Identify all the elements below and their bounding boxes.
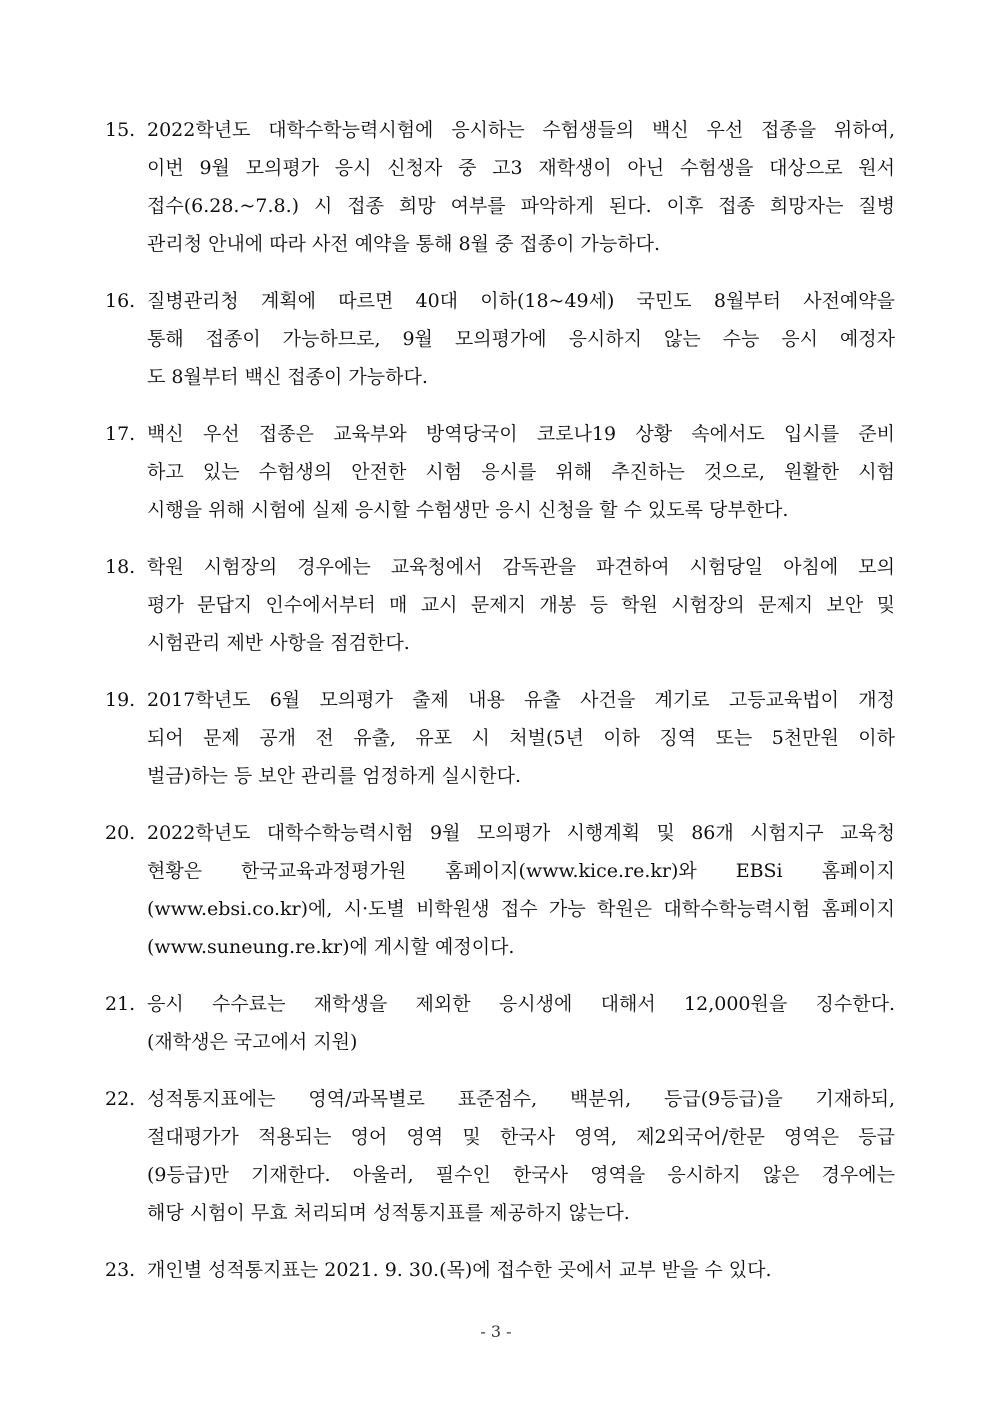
- text-line: 학원 시험장의 경우에는 교육청에서 감독관을 파견하여 시험당일 아침에 모의: [147, 556, 895, 578]
- paragraph-number: 21.: [105, 993, 136, 1015]
- text-line: 백신 우선 접종은 교육부와 방역당국이 코로나19 상황 속에서도 입시를 준비: [147, 423, 895, 445]
- paragraph-text: [147, 548, 895, 662]
- numbered-paragraph: [105, 282, 895, 396]
- text-line: 이번 9월 모의평가 응시 신청자 중 고3 재학생이 아닌 수험생을 대상으로 원서: [147, 157, 895, 179]
- text-line: 개인별 성적통지표는 2021. 9. 30.(목)에 접수한 곳에서 교부 받을 수 있다.: [147, 1259, 772, 1281]
- paragraph-number: 17.: [105, 423, 136, 445]
- document-body: [105, 111, 895, 1308]
- text-line: 응시 수수료는 재학생을 제외한 응시생에 대해서 12,000원을 징수한다.: [147, 993, 895, 1015]
- paragraph-text: [147, 985, 895, 1061]
- text-line: 도 8월부터 백신 접종이 가능하다.: [147, 366, 428, 388]
- paragraph-text: [147, 1080, 895, 1232]
- numbered-paragraph: [105, 681, 895, 795]
- paragraph-text: [147, 681, 895, 795]
- text-line: 해당 시험이 무효 처리되며 성적통지표를 제공하지 않는다.: [147, 1202, 630, 1224]
- paragraph-number: 18.: [105, 556, 136, 578]
- paragraph-text: [147, 111, 895, 263]
- numbered-paragraph: [105, 1251, 895, 1289]
- numbered-paragraph: [105, 548, 895, 662]
- text-line: (재학생은 국고에서 지원): [147, 1031, 358, 1053]
- paragraph-number: 15.: [105, 119, 136, 141]
- paragraph-number: 23.: [105, 1259, 136, 1281]
- paragraph-text: [147, 1251, 895, 1289]
- text-line: (9등급)만 기재한다. 아울러, 필수인 한국사 영역을 응시하지 않은 경우에는: [147, 1164, 895, 1186]
- numbered-paragraph: [105, 111, 895, 263]
- text-line: (www.ebsi.co.kr)에, 시·도별 비학원생 접수 가능 학원은 대학수학능력시험 홈페이지: [147, 898, 895, 920]
- text-line: 벌금)하는 등 보안 관리를 엄정하게 실시한다.: [147, 765, 522, 787]
- text-line: 시험관리 제반 사항을 점검한다.: [147, 632, 410, 654]
- text-line: 접수(6.28.~7.8.) 시 접종 희망 여부를 파악하게 된다. 이후 접종 희망자는 질병: [147, 195, 895, 217]
- numbered-paragraph: [105, 814, 895, 966]
- paragraph-number: 16.: [105, 290, 136, 312]
- text-line: 되어 문제 공개 전 유출, 유포 시 처벌(5년 이하 징역 또는 5천만원 이하: [147, 727, 895, 749]
- text-line: 시행을 위해 시험에 실제 응시할 수험생만 응시 신청을 할 수 있도록 당부한다.: [147, 499, 789, 521]
- numbered-paragraph: [105, 1080, 895, 1232]
- paragraph-number: 20.: [105, 822, 136, 844]
- page-number: - 3 -: [480, 1322, 512, 1341]
- paragraph-number: 19.: [105, 689, 136, 711]
- text-line: 2017학년도 6월 모의평가 출제 내용 유출 사건을 계기로 고등교육법이 개정: [147, 689, 895, 711]
- text-line: 질병관리청 계획에 따르면 40대 이하(18~49세) 국민도 8월부터 사전예약을: [147, 290, 895, 312]
- text-line: 성적통지표에는 영역/과목별로 표준점수, 백분위, 등급(9등급)을 기재하되,: [147, 1088, 895, 1110]
- text-line: 통해 접종이 가능하므로, 9월 모의평가에 응시하지 않는 수능 응시 예정자: [147, 328, 895, 350]
- text-line: 평가 문답지 인수에서부터 매 교시 문제지 개봉 등 학원 시험장의 문제지 보안 및: [147, 594, 895, 616]
- text-line: 2022학년도 대학수학능력시험 9월 모의평가 시행계획 및 86개 시험지구 교육청: [147, 822, 895, 844]
- paragraph-text: [147, 282, 895, 396]
- numbered-paragraph: [105, 985, 895, 1061]
- text-line: 2022학년도 대학수학능력시험에 응시하는 수험생들의 백신 우선 접종을 위하여,: [147, 119, 895, 141]
- text-line: 절대평가가 적용되는 영어 영역 및 한국사 영역, 제2외국어/한문 영역은 등급: [147, 1126, 895, 1148]
- paragraph-text: [147, 814, 895, 966]
- paragraph-number: 22.: [105, 1088, 136, 1110]
- text-line: (www.suneung.re.kr)에 게시할 예정이다.: [147, 936, 515, 958]
- text-line: 하고 있는 수험생의 안전한 시험 응시를 위해 추진하는 것으로, 원활한 시험: [147, 461, 895, 483]
- text-line: 관리청 안내에 따라 사전 예약을 통해 8월 중 접종이 가능하다.: [147, 233, 660, 255]
- paragraph-text: [147, 415, 895, 529]
- numbered-paragraph: [105, 415, 895, 529]
- text-line: 현황은 한국교육과정평가원 홈페이지(www.kice.re.kr)와 EBSi 홈페이지: [147, 860, 895, 882]
